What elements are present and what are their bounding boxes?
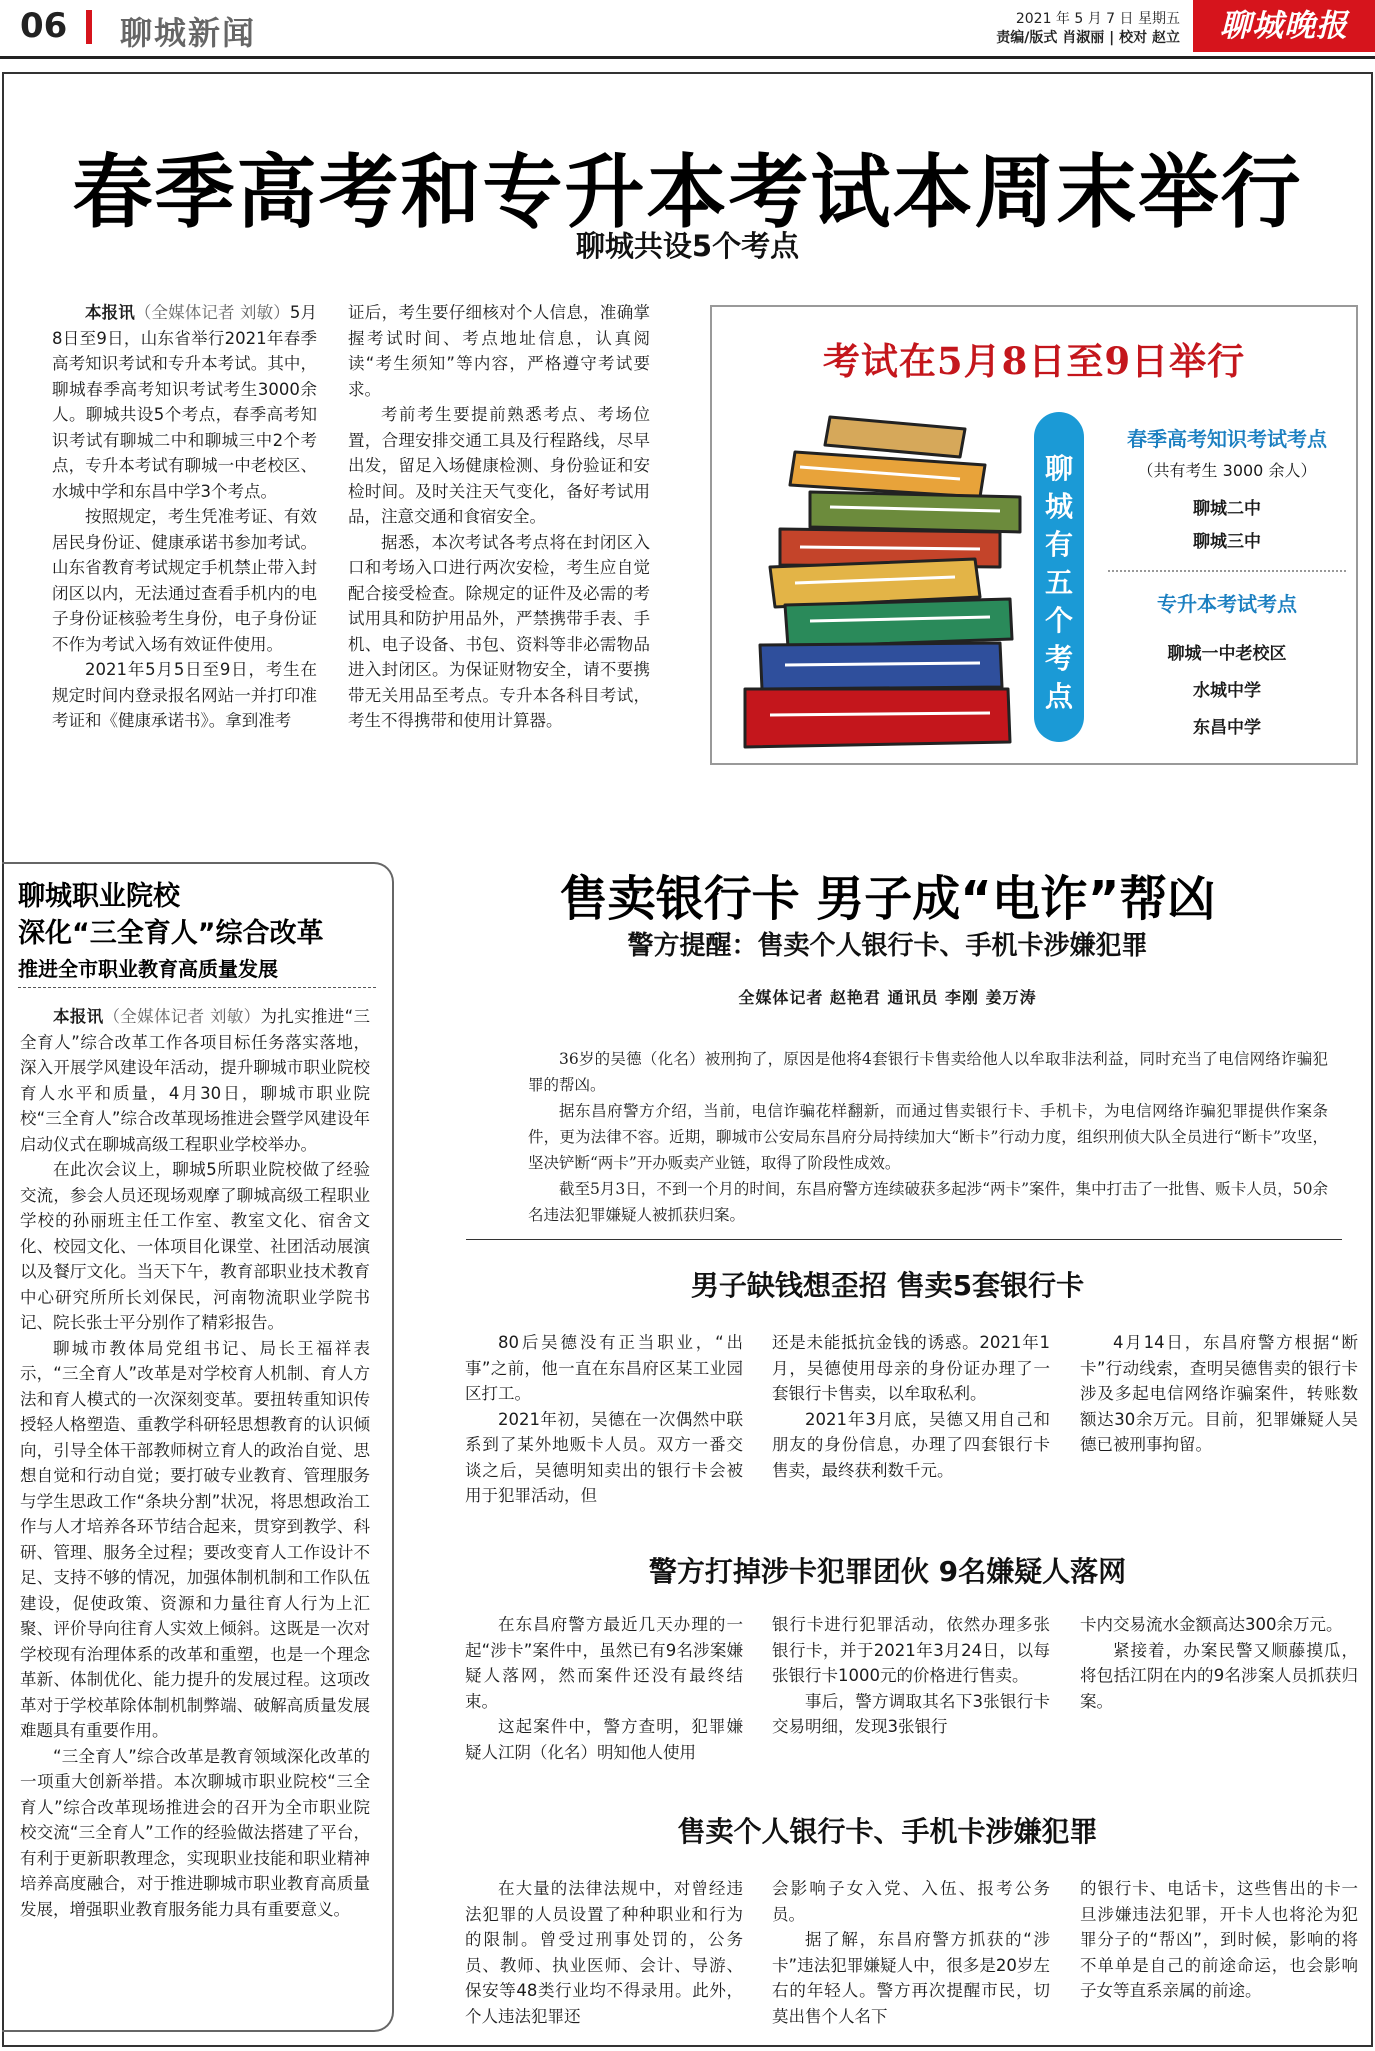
issue-date: 2021 年 5 月 7 日 星期五: [1015, 11, 1180, 27]
section-paragraph: 卡内交易流水金额高达300余万元。: [1080, 1615, 1343, 1634]
group1-title: 春季高考知识考试考点: [1127, 427, 1327, 451]
sidebar-headline-line: 深化“三全育人”综合改革: [18, 918, 324, 949]
lead-tag: 本报讯: [85, 303, 135, 322]
section2-column-2: [772, 1612, 1050, 1740]
article1-column-2: [348, 300, 650, 734]
article1-paragraph: 据悉，本次考试各考点将在封闭区入口和考场入口进行两次安检，考生应自觉配合接受检查。除规定的证件及必需的考试用具和防护用品外，严禁携带手表、手机、电子设备、书包、资料等非必需物品进入封闭区。为保证财物安全，请不要携带无关用品至考点。专升本各科目考试，考生不得携带和使用计算器。: [348, 532, 650, 730]
five-sites-pill: [1034, 412, 1084, 742]
article1-lead: [52, 300, 317, 504]
section-paragraph: 的银行卡、电话卡，这些售出的卡一旦涉嫌违法犯罪，开卡人也将沦为犯罪分子的“帮凶”，到时候，影响的将不单单是自己的前途命运，也会影响子女等直系亲属的前途。: [1080, 1879, 1358, 2000]
section1-column-1: [465, 1330, 743, 1509]
section-paragraph: 银行卡进行犯罪活动，依然办理多张银行卡，并于2021年3月24日，以每张银行卡1000元的价格进行售卖。: [772, 1615, 1050, 1685]
intro-paragraph: 据东昌府警方介绍，当前，电信诈骗花样翻新，而通过售卖银行卡、手机卡，为电信网络诈骗犯罪提供作案条件，更为法律不容。近期，聊城市公安局东昌府分局持续加大“断卡”行动力度，组织刑侦大队全员进行“断卡”攻坚，坚决铲断“两卡”开办贩卖产业链，取得了阶段性成效。: [528, 1102, 1328, 1172]
newspaper-logo: 聊城晚报: [1193, 0, 1375, 52]
section3-column-2: [772, 1876, 1050, 2029]
section3-column-1: [465, 1876, 743, 2029]
pill-char: 有: [1044, 528, 1073, 561]
exam-site: 水城中学: [1193, 681, 1261, 701]
sidebar-paragraph: “三全育人”综合改革是教育领域深化改革的一项重大创新举措。本次聊城市职业院校“三全育人”综合改革现场推进会的召开为全市职业院校交流“三全育人”工作的经验做法搭建了平台，有利于更新职教理念，实现职业技能和职业精神培养高度融合，对于推进聊城市职业教育高质量发展，增强职业教育服务能力具有重要意义。: [20, 1746, 370, 1919]
sidebar-headline: [18, 878, 324, 952]
article1-paragraph: 按照规定，考生凭准考证、有效居民身份证、健康承诺书参加考试。山东省教育考试规定手机禁止带入封闭区以内，无法通过查看手机内的电子身份证核验考生身份，电子身份证不作为考试入场有效证件使用。: [52, 507, 317, 654]
intro-divider: [466, 1239, 1342, 1240]
exam-sites-list: [1102, 423, 1352, 738]
section-paragraph: 还是未能抵抗金钱的诱惑。2021年1月，吴德使用母亲的身份证办理了一套银行卡售卖，以牟取私利。: [772, 1333, 1050, 1403]
section-paragraph: 在东昌府警方最近几天办理的一起“涉卡”案件中，虽然已有9名涉案嫌疑人落网，然而案件还没有最终结束。: [465, 1615, 743, 1711]
sidebar-lead: [20, 1004, 370, 1157]
section2-column-3: [1080, 1612, 1358, 1714]
intro-paragraph: 36岁的吴德（化名）被刑拘了，原因是他将4套银行卡售卖给他人以牟取非法利益，同时充当了电信网络诈骗犯罪的帮凶。: [528, 1050, 1328, 1094]
article1-paragraph: 证后，考生要仔细核对个人信息，准确掌握考试时间、考点地址信息，认真阅读“考生须知”等内容，严格遵守考试要求。: [348, 303, 650, 399]
section1-column-3: [1080, 1330, 1358, 1458]
article2-intro: [528, 1046, 1328, 1228]
section-name: 聊城新闻: [120, 14, 257, 52]
sidebar-rule: [18, 987, 376, 988]
editor-credits: 责编/版式 肖淑丽 | 校对 赵立: [996, 30, 1180, 46]
section3-heading: 售卖个人银行卡、手机卡涉嫌犯罪: [677, 1815, 1098, 1848]
exam-info-box: [710, 305, 1358, 765]
lead-tag: 本报讯: [53, 1007, 104, 1026]
infobox-title: 考试在5月8日至9日举行: [822, 339, 1246, 383]
exam-site: 东昌中学: [1193, 718, 1261, 738]
lead-text: 为扎实推进“三全育人”综合改革工作各项目标任务落实落地，深入开展学风建设年活动，提升聊城市职业院校育人水平和质量，4月30日，聊城市职业院校“三全育人”综合改革现场推进会暨学风建设年启动仪式在聊城高级工程职业学校举办。: [20, 1007, 371, 1154]
exam-site: 聊城一中老校区: [1167, 644, 1287, 664]
section2-column-1: [465, 1612, 743, 1765]
lead-text: 5月8日至9日，山东省举行2021年春季高考知识考试和专升本考试。其中，聊城春季高考知识考试考生3000余人。聊城共设5个考点，春季高考知识考试有聊城二中和聊城三中2个考点，专升本考试有聊城一中老校区、水城中学和东昌中学3个考点。: [52, 303, 317, 501]
article1-paragraph: 2021年5月5日至9日，考生在规定时间内登录报名网站一并打印准考证和《健康承诺书》。拿到准考: [52, 660, 317, 730]
section-divider: [86, 10, 92, 44]
group1-note: （共有考生 3000 余人）: [1137, 461, 1317, 480]
sidebar-paragraph: 聊城市教体局党组书记、局长王福祥表示，“三全育人”改革是对学校育人机制、育人方法和育人模式的一次深刻变革。要扭转重知识传授轻人格塑造、重教学科研轻思想教育的认识倾向，引导全体干部教师树立育人的政治自觉、思想自觉和行动自觉；要打破专业教育、管理服务与学生思政工作“条块分割”状况，将思想政治工作与人才培养各环节结合起来，贯穿到教学、科研、管理、服务全过程；要改变育人工作设计不足、支持不够的情况，加强体制机制和工作队伍建设，促使政策、资源和力量往育人行为上汇聚、评价导向往育人实效上倾斜。这既是一次对学校现有治理体系的改革和重塑，也是一个理念革新、体制优化、能力提升的发展过程。这项改革对于学校革除体制机制弊端、破解高质量发展难题具有重要作用。: [20, 1338, 370, 1740]
section-paragraph: 这起案件中，警方查明，犯罪嫌疑人江阴（化名）明知他人使用: [465, 1717, 743, 1762]
article1-paragraph: 考前考生要提前熟悉考点、考场位置，合理安排交通工具及行程路线，尽早出发，留足入场健康检测、身份验证和安检时间。及时关注天气变化，备好考试用品，注意交通和食宿安全。: [348, 405, 650, 526]
pill-char: 城: [1044, 490, 1073, 523]
pill-char: 五: [1044, 566, 1073, 599]
section-paragraph: 2021年初，吴德在一次偶然中联系到了某外地贩卡人员。双方一番交谈之后，吴德明知卖出的银行卡会被用于犯罪活动，但: [465, 1409, 743, 1505]
section-paragraph: 会影响子女入党、入伍、报考公务员。: [772, 1879, 1050, 1924]
article2-byline: 全媒体记者 赵艳君 通讯员 李刚 姜万涛: [738, 988, 1037, 1007]
reporter-credit: （全媒体记者 刘敏）: [103, 1007, 261, 1026]
section1-heading: 男子缺钱想歪招 售卖5套银行卡: [690, 1269, 1085, 1302]
dotted-divider: [1108, 570, 1346, 572]
section1-column-2: [772, 1330, 1050, 1483]
sidebar-subheadline: 推进全市职业教育高质量发展: [18, 957, 278, 981]
page-number: 06: [20, 6, 68, 46]
section-paragraph: 据了解，东昌府警方抓获的“涉卡”违法犯罪嫌疑人中，很多是20岁左右的年轻人。警方再次提醒市民，切莫出售个人名下: [772, 1930, 1050, 2026]
article1-subheadline: 聊城共设5个考点: [575, 229, 800, 263]
masthead-rule: [0, 56, 1375, 59]
dateline: [996, 10, 1180, 48]
pill-char: 聊: [1044, 452, 1073, 485]
intro-paragraph: 截至5月3日，不到一个月的时间，东昌府警方连续破获多起涉“两卡”案件，集中打击了一批售、贩卡人员，50余名违法犯罪嫌疑人被抓获归案。: [528, 1180, 1328, 1224]
section-paragraph: 紧接着，办案民警又顺藤摸瓜，将包括江阴在内的9名涉案人员抓获归案。: [1080, 1640, 1358, 1711]
section2-heading: 警方打掉涉卡犯罪团伙 9名嫌疑人落网: [648, 1555, 1127, 1588]
pill-char: 考: [1044, 642, 1073, 675]
article1-column-1: [52, 300, 317, 734]
section-paragraph: 2021年3月底，吴德又用自己和朋友的身份信息，办理了四套银行卡售卖，最终获利数千元。: [772, 1409, 1050, 1480]
section-paragraph: 在大量的法律法规中，对曾经违法犯罪的人员设置了种种职业和行为的限制。曾受过刑事处罚的，公务员、教师、执业医师、会计、导游、保安等48类行业均不得录用。此外，个人违法犯罪还: [465, 1879, 743, 2026]
article1-headline: 春季高考和专升本考试本周末举行: [72, 146, 1303, 239]
reporter-credit: （全媒体记者 刘敏）: [134, 303, 290, 322]
sidebar-headline-line: 聊城职业院校: [18, 881, 180, 912]
section-paragraph: 事后，警方调取其名下3张银行卡交易明细，发现3张银行: [772, 1691, 1050, 1736]
article2-headline: 售卖银行卡 男子成“电诈”帮凶: [559, 871, 1216, 927]
group2-title: 专升本考试考点: [1157, 592, 1297, 616]
sidebar-body: [20, 1004, 370, 1922]
pill-char: 点: [1044, 680, 1073, 713]
exam-site: 聊城二中: [1193, 499, 1261, 519]
section3-column-3: [1080, 1876, 1358, 2004]
sidebar-paragraph: 在此次会议上，聊城5所职业院校做了经验交流，参会人员还现场观摩了聊城高级工程职业学校的孙丽班主任工作室、教室文化、宿舍文化、校园文化、一体项目化课堂、社团活动展演以及餐厅文化。当天下午，教育部职业技术教育中心研究所所长刘保民，河南物流职业学院书记、院长张士平分别作了精彩报告。: [20, 1160, 370, 1332]
pill-char: 个: [1044, 604, 1073, 637]
masthead: [0, 0, 1375, 58]
section-paragraph: 80后吴德没有正当职业，“出事”之前，他一直在东昌府区某工业园区打工。: [465, 1333, 743, 1403]
section-paragraph: 4月14日，东昌府警方根据“断卡”行动线索，查明吴德售卖的银行卡涉及多起电信网络诈骗案件，转账数额达30余万元。目前，犯罪嫌疑人吴德已被刑事拘留。: [1080, 1333, 1358, 1454]
book-stack-illustration: [740, 407, 1035, 757]
exam-site: 聊城三中: [1193, 532, 1261, 552]
article2-subheadline: 警方提醒：售卖个人银行卡、手机卡涉嫌犯罪: [627, 931, 1148, 961]
